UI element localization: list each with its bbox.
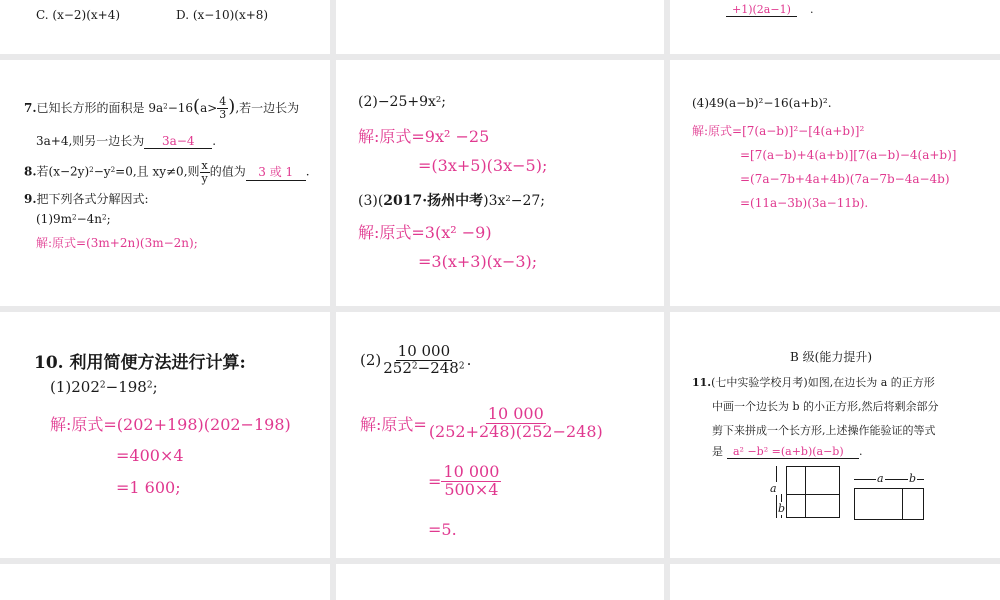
question-9-part-3: (3)(2017·扬州中考)$3x^2-27$; [358,192,546,209]
question-7-line2: 3a+4,则另一边长为 3a−4 . [36,134,217,148]
inner-square [786,494,806,518]
solution-9-4-line2: =[7(a−b)+4(a+b)][7(a−b)−4(a+b)] [740,148,957,162]
solution-10-1-line3: =1 600; [116,478,181,497]
panel-question-9-cont [336,60,664,306]
solution-9-4-line1: 解:原式=[7(a−b)]²−[4(a+b)]² [692,124,865,138]
panel-bottom-middle [336,564,664,600]
question-8: 8.若$(x-2y)^2-y^2=0$,且 xy≠0,则 $\frac{x}{y}$ 的值为 3 或 1 . [24,159,310,185]
divider-line [902,488,903,520]
solution-10-2-line3: =5. [428,520,457,539]
question-11-line1: 11.(七中实验学校月考)如图,在边长为 a 的正方形 [692,376,935,389]
panel-bottom-left [0,564,330,600]
cut-line [805,494,840,495]
figure-rectangle: a b [854,472,934,522]
question-10-part-2: (2) $\frac{10 000}{252^2-248^2}$ . [360,342,472,377]
rectangle-outline [854,488,924,520]
panel-bottom-right [670,564,1000,600]
panel-top-right: +1)(2a−1) . [670,0,1000,54]
solution-9-2-line2: =(3x+5)(3x−5); [418,156,548,175]
solution-9-3-line1: 解:原式=3(x² −9) [358,223,492,242]
answer-fragment: +1)(2a−1) [726,3,797,17]
solution-10-2-line2: = $\frac{10 000}{500\times 4}$ [428,462,500,499]
figure-square: a b [770,466,930,526]
answer-blank: 3a−4 [144,134,212,149]
question-10-title: 10. 利用简便方法进行计算: [34,353,246,373]
section-heading: B 级(能力提升) [790,350,872,364]
panel-question-9-part-4 [670,60,1000,306]
panel-top-middle [336,0,664,54]
answer-blank: 3 或 1 [246,163,306,181]
solution-10-1-line1: 解:原式=(202+198)(202−198) [50,415,291,434]
panel-question-10 [0,312,330,558]
solution-10-1-line2: =400×4 [116,446,184,465]
panel-question-11 [670,312,1000,558]
cut-line [805,466,806,494]
panel-question-10-part-2 [336,312,664,558]
question-11-line2: 中画一个边长为 b 的小正方形,然后将剩余部分 [712,400,939,413]
question-9-part-1: $(1)9m^2-4n^2$; [36,212,111,226]
question-7-line1: 7.已知长方形的面积是 $9a^2-16(a>$ $\frac{4}{3}$ ),若一边长为 [24,95,300,121]
panel-top-left [0,0,330,54]
solution-9-3-line2: =3(x+3)(x−3); [418,252,538,271]
solution-10-2-line1: 解:原式= $\frac{10 000}{(252+248)(252-248)}$ [360,404,603,441]
answer-blank: a² −b² =(a+b)(a−b) [727,445,859,459]
solution-9-2-line1: 解:原式=9x² −25 [358,127,490,146]
question-9: 9.把下列各式分解因式: [24,192,149,206]
solution-9-4-line3: =(7a−7b+4a+4b)(7a−7b−4a−4b) [740,172,950,186]
question-11-line3: 剪下来拼成一个长方形,上述操作能验证的等式 [712,424,936,437]
solution-9-4-line4: =(11a−3b)(3a−11b). [740,196,869,210]
question-11-line4: 是 a² −b² =(a+b)(a−b) . [712,445,863,458]
solution-9-1: 解:原式=(3m+2n)(3m−2n); [36,236,198,250]
option-c: C. (x−2)(x+4) [36,8,121,22]
question-9-part-2: $(2)-25+9x^2$; [358,93,446,110]
question-9-part-4: (4)49(a−b)²−16(a+b)². [692,96,832,110]
question-10-part-1: $(1)202^2-198^2$; [50,378,158,396]
panel-questions-7-9 [0,60,330,306]
option-d: D. (x−10)(x+8) [176,8,269,22]
